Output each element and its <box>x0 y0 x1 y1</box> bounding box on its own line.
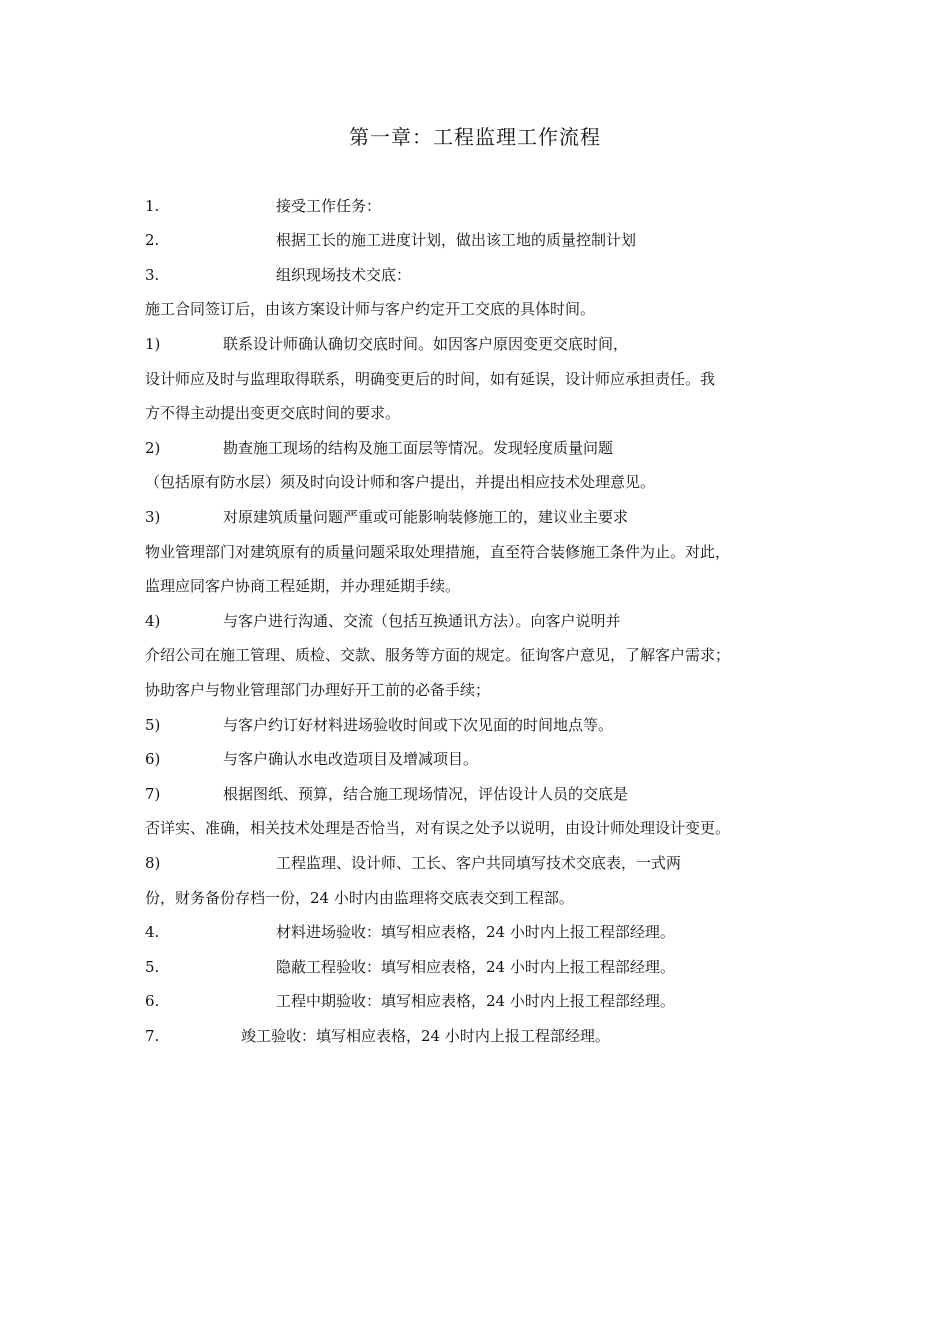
list-item <box>145 714 613 736</box>
item-number: 5. <box>145 958 160 976</box>
item-text: 与客户约订好材料进场验收时间或下次见面的时间地点等。 <box>223 716 614 734</box>
item-text: 材料进场验收：填写相应表格，24 小时内上报工程部经理。 <box>276 923 675 941</box>
list-item <box>145 956 675 978</box>
paragraph-line <box>145 368 715 390</box>
item-number: 3) <box>145 508 161 526</box>
item-text: 接受工作任务： <box>276 197 382 215</box>
item-number: 7. <box>145 1027 160 1045</box>
item-text: 根据工长的施工进度计划，做出该工地的质量控制计划 <box>276 231 637 249</box>
item-text: 工程中期验收：填写相应表格，24 小时内上报工程部经理。 <box>276 992 675 1010</box>
item-number: 3. <box>145 266 160 284</box>
list-item <box>145 264 411 286</box>
list-item <box>145 748 478 770</box>
item-number: 6) <box>145 750 161 768</box>
item-text: 协助客户与物业管理部门办理好开工前的必备手续； <box>145 681 491 699</box>
item-number: 1) <box>145 335 161 353</box>
paragraph-line <box>145 644 730 666</box>
list-item <box>145 506 628 528</box>
paragraph-line <box>145 575 460 597</box>
item-number: 5) <box>145 716 161 734</box>
paragraph-line <box>145 541 730 563</box>
item-text: 方不得主动提出变更交底时间的要求。 <box>145 404 401 422</box>
item-text: 份，财务备份存档一份，24 小时内由监理将交底表交到工程部。 <box>145 889 574 907</box>
item-number: 7) <box>145 785 161 803</box>
item-text: 施工合同签订后，由该方案设计师与客户约定开工交底的具体时间。 <box>145 300 596 318</box>
list-item <box>145 195 381 217</box>
list-item <box>145 852 681 874</box>
item-text: 监理应同客户协商工程延期，并办理延期手续。 <box>145 577 461 595</box>
paragraph-line <box>145 887 574 909</box>
item-text: 否详实、准确，相关技术处理是否恰当，对有误之处予以说明，由设计师处理设计变更。 <box>145 819 731 837</box>
list-item <box>145 783 628 805</box>
item-number: 2) <box>145 439 161 457</box>
item-text: 勘查施工现场的结构及施工面层等情况。发现轻度质量问题 <box>223 439 614 457</box>
item-text: 物业管理部门对建筑原有的质量问题采取处理措施，直至符合装修施工条件为止。对此， <box>145 543 731 561</box>
paragraph-line <box>145 402 400 424</box>
item-text: 工程监理、设计师、工长、客户共同填写技术交底表，一式两 <box>276 854 682 872</box>
list-item <box>145 229 636 251</box>
item-text: 对原建筑质量问题严重或可能影响装修施工的，建议业主要求 <box>223 508 629 526</box>
paragraph-line <box>145 679 490 701</box>
item-number: 2. <box>145 231 160 249</box>
list-item <box>145 921 675 943</box>
paragraph-line <box>145 471 655 493</box>
item-text: 竣工验收：填写相应表格，24 小时内上报工程部经理。 <box>241 1027 610 1045</box>
item-number: 1. <box>145 197 160 215</box>
item-text: 隐蔽工程验收：填写相应表格，24 小时内上报工程部经理。 <box>276 958 675 976</box>
list-item <box>145 333 628 355</box>
item-number: 8) <box>145 854 161 872</box>
item-text: 根据图纸、预算，结合施工现场情况，评估设计人员的交底是 <box>223 785 629 803</box>
item-text: 设计师应及时与监理取得联系，明确变更后的时间，如有延误，设计师应承担责任。我 <box>145 370 716 388</box>
item-text: 联系设计师确认确切交底时间。如因客户原因变更交底时间， <box>223 335 629 353</box>
item-text: 组织现场技术交底： <box>276 266 412 284</box>
paragraph-line <box>145 817 730 839</box>
item-number: 4) <box>145 612 161 630</box>
chapter-title: 第一章：工程监理工作流程 <box>349 125 601 149</box>
paragraph-line <box>145 298 595 320</box>
item-number: 4. <box>145 923 160 941</box>
list-item <box>145 610 621 632</box>
item-text: 与客户确认水电改造项目及增减项目。 <box>223 750 479 768</box>
list-item <box>145 437 613 459</box>
item-text: 与客户进行沟通、交流（包括互换通讯方法）。向客户说明并 <box>223 612 621 630</box>
item-text: 介绍公司在施工管理、质检、交款、服务等方面的规定。征询客户意见，了解客户需求； <box>145 646 731 664</box>
list-item <box>145 990 675 1012</box>
item-text: （包括原有防水层）须及时向设计师和客户提出，并提出相应技术处理意见。 <box>145 473 656 491</box>
item-number: 6. <box>145 992 160 1010</box>
list-item <box>145 1025 610 1047</box>
